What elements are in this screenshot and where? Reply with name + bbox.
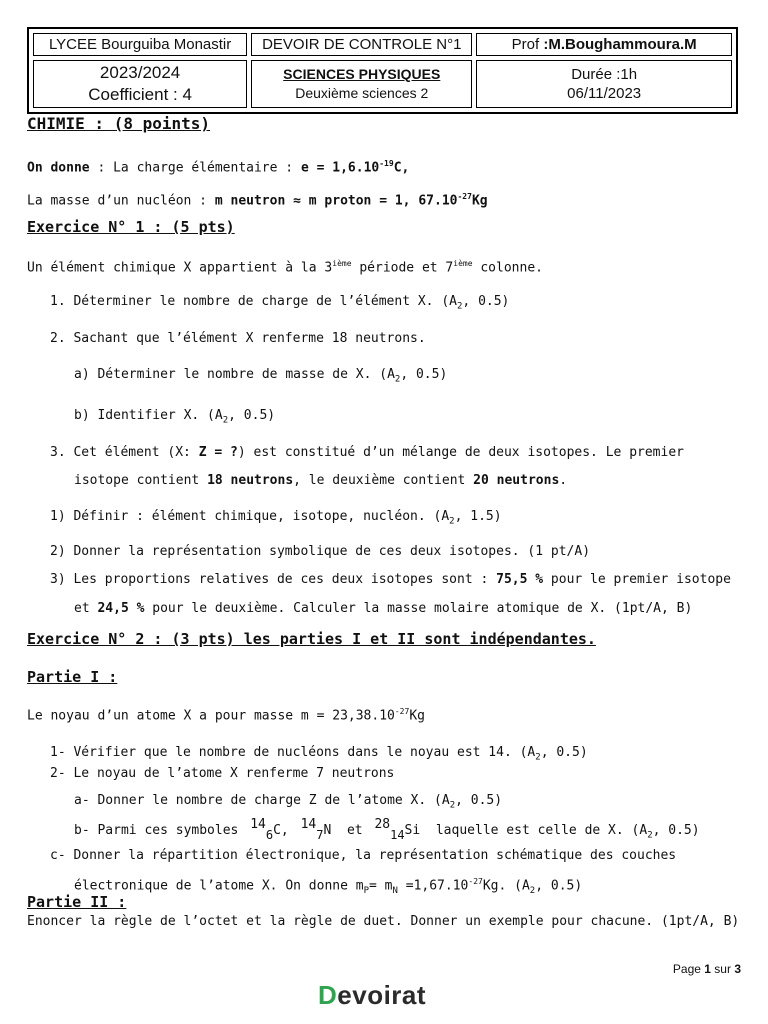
ex2-intro-exp: -27 <box>394 707 410 716</box>
ex2-q2c2-d: Kg. (A <box>482 878 530 894</box>
page-sep: sur <box>710 962 735 976</box>
ex1-intro-c: colonne. <box>472 260 543 276</box>
ex1-p3-a: 3) Les proportions relatives de ces deux isotopes sont : <box>50 572 497 587</box>
ex2-q2b-sub: 2 <box>647 830 653 841</box>
carbon-symbol: C, <box>273 823 289 838</box>
year-cell <box>33 60 247 108</box>
ex2-q1-end: , 0.5) <box>540 745 588 760</box>
ex1-q2b <box>74 408 275 429</box>
duration: Durée :1h <box>571 66 638 83</box>
given-charge <box>27 156 409 176</box>
ex1-p1 <box>50 509 502 530</box>
ex2-q2c2-a: électronique de l’atome X. On donne m <box>74 878 364 894</box>
ex2-q2a-sub: 2 <box>449 800 456 811</box>
ex1-q3-a: 3. Cet élément (X: <box>50 445 199 460</box>
carbon-mass-number: 14 <box>250 817 266 832</box>
ex1-q1-sub: 2 <box>457 301 463 312</box>
header-table <box>27 27 738 114</box>
ex2-intro <box>27 704 425 724</box>
ex1-q2a-text: a) Déterminer le nombre de masse de X. (A <box>74 367 395 382</box>
coefficient: Coefficient : 4 <box>88 85 192 104</box>
symbol-silicon <box>374 817 421 842</box>
ex2-q2a-end: , 0.5) <box>455 793 503 808</box>
school-cell <box>33 33 247 56</box>
logo-text: evoirat <box>337 980 427 1010</box>
ex1-intro <box>27 256 543 276</box>
and-word: et <box>346 823 363 838</box>
exam-title: DEVOIR DE CONTROLE N°1 <box>262 36 462 53</box>
ex2-title: Exercice N° 2 : (3 pts) les parties I et II sont indépendantes. <box>27 630 596 648</box>
ex1-q1-text: 1. Déterminer le nombre de charge de l’élément X. (A <box>50 294 457 309</box>
page-label: Page <box>672 962 705 976</box>
symbol-carbon <box>250 817 289 842</box>
ex1-q1 <box>50 294 509 315</box>
ex2-q1-text: 1- Vérifier que le nombre de nucléons dans le noyau est 14. (A <box>50 745 536 760</box>
school-name: LYCEE Bourguiba Monastir <box>48 36 232 53</box>
ex2-q1 <box>50 745 588 766</box>
given-text: : La charge élémentaire : <box>89 160 301 176</box>
ex1-q1-end: , 0.5) <box>462 294 510 309</box>
ex1-q2a-sub: 2 <box>394 374 401 385</box>
ex1-q3 <box>50 445 684 461</box>
charge-exp: -19 <box>379 159 394 168</box>
ex1-p1-end: , 1.5) <box>454 509 502 524</box>
carbon-atomic-number: 6 <box>265 828 274 842</box>
duration-cell <box>476 60 732 108</box>
ex1-q2b-text: b) Identifier X. (A <box>74 408 223 423</box>
ex2-intro-a: Le noyau d’un atome X a pour masse m = 23,38.10 <box>27 708 395 724</box>
silicon-mass-number: 28 <box>374 817 391 832</box>
ex1-q2a-end: , 0.5) <box>400 367 448 382</box>
ex1-p2: 2) Donner la représentation symbolique de ces deux isotopes. (1 pt/A) <box>50 544 591 559</box>
ex2-q2c: c- Donner la répartition électronique, la représentation schématique des couches <box>50 848 677 863</box>
given-mass <box>27 189 488 209</box>
ex2-q2c2-n: N <box>392 885 398 896</box>
ex1-q3-e: 18 neutrons <box>207 473 294 488</box>
nitrogen-atomic-number: 7 <box>316 828 324 842</box>
logo-d: D <box>318 980 338 1010</box>
ex2-q2b-end: , 0.5) <box>652 823 700 838</box>
ex2-q2b-a: b- Parmi ces symboles <box>74 823 239 838</box>
prof-prefix: Prof <box>511 36 544 53</box>
ex1-p3 <box>50 572 731 588</box>
ex2-q2b-b: laquelle est celle de X. (A <box>435 823 648 838</box>
subject-cell <box>251 60 472 108</box>
nitrogen-mass-number: 14 <box>300 817 317 832</box>
ex2-intro-b: Kg <box>409 708 425 724</box>
ex1-intro-b: période et 7 <box>351 260 454 276</box>
page-current: 1 <box>704 962 711 976</box>
prof-cell <box>476 33 732 56</box>
silicon-atomic-number: 14 <box>390 828 405 842</box>
ex1-p3-c: pour le premier isotope <box>543 572 731 587</box>
ex1-q2a <box>74 367 447 388</box>
page-total: 3 <box>734 962 741 976</box>
ex2-part1: Partie I : <box>27 668 118 686</box>
charge-value: e = 1,6.10 <box>300 160 380 176</box>
ex1-intro-sup1: ième <box>332 259 352 268</box>
ex1-title: Exercice N° 1 : (5 pts) <box>27 218 235 236</box>
ex2-q2c2-c: =1,67.10 <box>397 878 469 894</box>
ex2-q2a-text: a- Donner le nombre de charge Z de l’atome X. (A <box>74 793 450 808</box>
ex1-p3-f: pour le deuxième. Calculer la masse molaire atomique de X. (1pt/A, B) <box>144 601 693 616</box>
ex2-q1-sub: 2 <box>535 752 541 763</box>
ex2-part2: Partie II : <box>27 893 127 911</box>
page-number <box>673 962 741 976</box>
subject: SCIENCES PHYSIQUES <box>283 66 441 82</box>
nitrogen-symbol: N <box>323 823 332 838</box>
symbol-nitrogen <box>300 817 332 842</box>
ex1-p3-e: 24,5 % <box>97 601 145 616</box>
ex2-q2c2-p: P <box>363 885 370 896</box>
exam-date: 06/11/2023 <box>567 85 642 102</box>
ex2-q2c2-sub: 2 <box>529 885 536 896</box>
ex1-intro-a: Un élément chimique X appartient à la 3 <box>27 260 333 276</box>
ex1-p3-line2 <box>74 601 692 617</box>
ex2-q2c2-b: = m <box>369 878 393 894</box>
ex1-p1-text: 1) Définir : élément chimique, isotope, nucléon. (A <box>50 509 450 524</box>
ex2-q2: 2- Le noyau de l’atome X renferme 7 neutrons <box>50 766 395 781</box>
ex1-q2: 2. Sachant que l’élément X renferme 18 neutrons. <box>50 331 426 346</box>
ex2-q2c-line2 <box>74 874 582 899</box>
mass-label: La masse d’un nucléon : <box>27 193 215 209</box>
ex1-q3-h: . <box>559 473 568 488</box>
ex2-p2: Enoncer la règle de l’octet et la règle de duet. Donner un exemple pour chacune. (1pt/A, B) <box>27 914 740 929</box>
given-label: On donne <box>27 160 90 176</box>
ex2-q2a <box>74 793 502 814</box>
ex2-q2c2-exp: -27 <box>468 877 483 886</box>
ex1-q3-d: isotope contient <box>74 473 208 488</box>
ex1-p1-sub: 2 <box>449 516 455 527</box>
devoirat-logo <box>318 980 426 1011</box>
ex1-q3-f: , le deuxième contient <box>293 473 474 488</box>
mass-value: m neutron ≈ m proton = 1, 67.10 <box>214 193 458 209</box>
ex1-q3-c: ) est constitué d’un mélange de deux isotopes. Le premier <box>237 445 684 460</box>
ex1-q3-b: Z = ? <box>198 445 238 460</box>
class-name: Deuxième sciences 2 <box>295 85 429 101</box>
silicon-symbol: Si <box>404 823 421 838</box>
ex1-p3-d: et <box>74 601 98 616</box>
ex1-intro-sup2: ième <box>453 259 473 268</box>
mass-unit: Kg <box>471 193 488 209</box>
ex1-q2b-sub: 2 <box>222 415 229 426</box>
ex1-p3-b: 75,5 % <box>496 572 544 587</box>
ex1-q3-g: 20 neutrons <box>473 473 560 488</box>
ex1-q2b-end: , 0.5) <box>228 408 276 423</box>
ex2-q2b <box>74 817 700 844</box>
exam-cell <box>251 33 472 56</box>
ex1-q3-line2 <box>74 473 567 489</box>
charge-unit: C, <box>393 160 410 176</box>
prof-name: :M.Boughammoura.M <box>543 36 697 53</box>
mass-exp: -27 <box>457 192 472 201</box>
chimie-title: CHIMIE : (8 points) <box>27 114 211 133</box>
school-year: 2023/2024 <box>99 63 181 82</box>
ex2-q2c2-end: , 0.5) <box>535 878 583 894</box>
